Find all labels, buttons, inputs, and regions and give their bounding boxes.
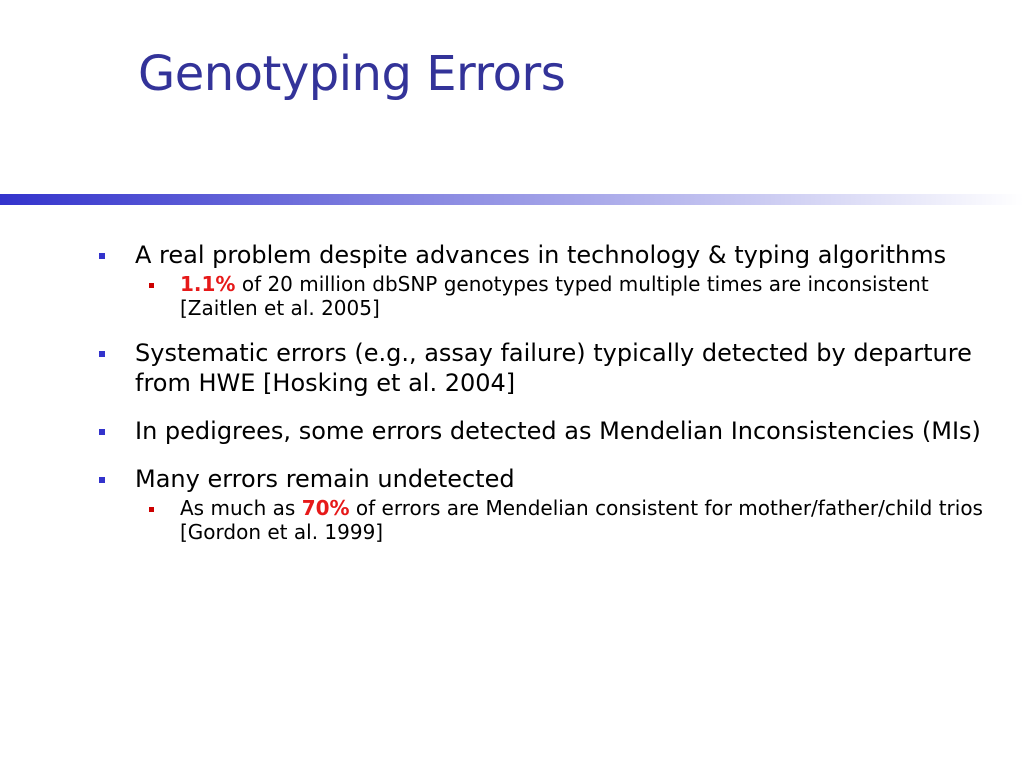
bullet-marker — [99, 477, 105, 483]
bullet-list — [96, 240, 996, 562]
bullet-marker — [99, 253, 105, 259]
bullet-marker — [99, 351, 105, 357]
bullet-text: Systematic errors (e.g., assay failure) typically detected by departure from HWE [Hosking et al. 2004] — [135, 339, 972, 397]
bullet-item — [96, 416, 996, 446]
bullet-text: A real problem despite advances in technology & typing algorithms — [135, 241, 947, 269]
sub-bullet-list — [135, 272, 996, 320]
title-divider — [0, 194, 1024, 205]
bullet-item — [96, 464, 996, 544]
sub-bullet-text: of errors are Mendelian consistent for mother/father/child trios [Gordon et al. 1999] — [180, 496, 983, 544]
sub-bullet-list — [135, 496, 996, 544]
bullet-text: Many errors remain undetected — [135, 465, 515, 493]
sub-bullet-item — [135, 496, 996, 544]
bullet-marker — [99, 429, 105, 435]
slide-title: Genotyping Errors — [138, 46, 566, 102]
highlight-stat: 70% — [301, 496, 350, 520]
bullet-text: In pedigrees, some errors detected as Mendelian Inconsistencies (MIs) — [135, 417, 981, 445]
bullet-item — [96, 338, 996, 398]
sub-bullet-item — [135, 272, 996, 320]
bullet-item — [96, 240, 996, 320]
highlight-stat: 1.1% — [180, 272, 236, 296]
sub-bullet-marker — [149, 283, 154, 288]
sub-bullet-marker — [149, 507, 154, 512]
sub-bullet-text: of 20 million dbSNP genotypes typed multiple times are inconsistent [Zaitlen et al. 2005] — [180, 272, 929, 320]
sub-bullet-prefix: As much as — [180, 496, 302, 520]
